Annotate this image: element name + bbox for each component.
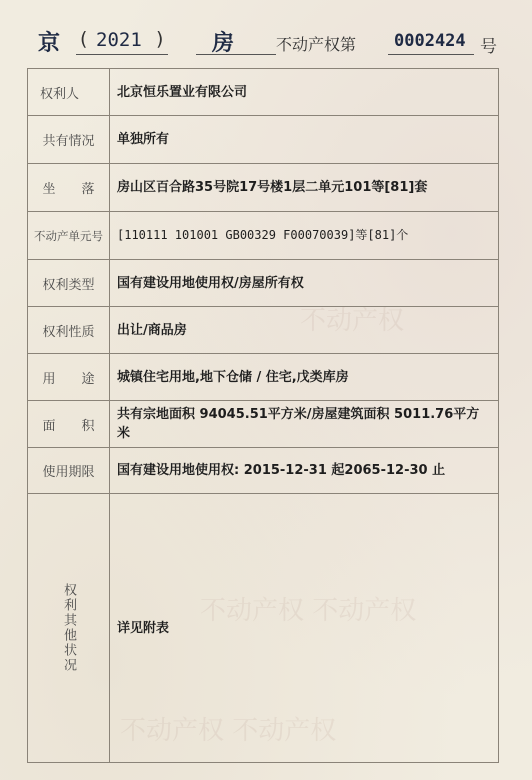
label-text: 共有情况 xyxy=(42,134,95,149)
label-text: 权利类型 xyxy=(42,277,95,293)
row-label xyxy=(28,307,110,353)
table-row xyxy=(28,401,498,448)
row-label xyxy=(28,401,121,447)
label-text: 权利性质 xyxy=(42,324,95,340)
label-text: 坐落 xyxy=(42,182,121,197)
table-row xyxy=(28,69,498,116)
label-text: 用途 xyxy=(42,371,121,387)
certificate-table xyxy=(27,68,499,763)
label-text: 面积 xyxy=(42,418,121,434)
table-row xyxy=(28,448,498,494)
row-label xyxy=(28,212,110,259)
row-value: 国有建设用地使用权: 2015-12-31 起2065-12-30 止 xyxy=(117,463,446,478)
row-label xyxy=(28,69,110,115)
row-value: [110111 101001 GB00329 F00070039]等[81]个 xyxy=(117,228,409,242)
row-value: 北京恒乐置业有限公司 xyxy=(117,84,248,100)
header-year: 2021 xyxy=(96,29,142,51)
row-value: 出让/商品房 xyxy=(117,322,187,338)
row-value: 房山区百合路35号院17号楼1层二单元101等[81]套 xyxy=(117,180,428,195)
row-value: 单独所有 xyxy=(117,132,170,147)
table-row xyxy=(28,212,498,260)
header-close-paren: ) xyxy=(156,28,164,50)
label-text: 权利人 xyxy=(40,86,80,102)
certificate-header xyxy=(0,26,532,60)
row-label xyxy=(28,448,110,493)
background-watermark: 不动产权 不动产权 xyxy=(200,596,417,626)
row-value: 共有宗地面积 94045.51平方米/房屋建筑面积 5011.76平方米 xyxy=(117,407,480,441)
row-label xyxy=(28,260,110,306)
label-text: 权利其他状况 xyxy=(61,583,76,673)
table-row xyxy=(28,164,498,212)
table-row xyxy=(28,494,498,762)
header-middle-text: 不动产权第 xyxy=(276,35,357,54)
header-suffix: 号 xyxy=(480,37,497,57)
header-city: 京 xyxy=(38,31,61,56)
header-open-paren: ( xyxy=(80,28,88,50)
background-watermark: 不动产权 不动产权 xyxy=(120,716,337,746)
table-row xyxy=(28,354,498,401)
label-text: 不动产单元号 xyxy=(34,228,103,243)
row-label xyxy=(28,164,121,211)
header-certificate-number: 0002424 xyxy=(394,31,466,51)
background-watermark: 不动产权 xyxy=(300,306,405,336)
row-label xyxy=(28,354,121,400)
table-row xyxy=(28,307,498,354)
row-label xyxy=(28,494,110,762)
table-row xyxy=(28,116,498,164)
row-value: 城镇住宅用地,地下仓储 / 住宅,戊类库房 xyxy=(117,369,349,385)
table-row xyxy=(28,260,498,307)
row-value: 国有建设用地使用权/房屋所有权 xyxy=(117,275,304,291)
row-label xyxy=(28,116,110,163)
header-underline xyxy=(196,54,276,55)
header-type: 房 xyxy=(212,31,235,56)
header-underline xyxy=(388,54,474,55)
label-text: 使用期限 xyxy=(42,465,95,480)
row-value: 详见附表 xyxy=(117,620,170,636)
header-underline xyxy=(76,54,168,55)
